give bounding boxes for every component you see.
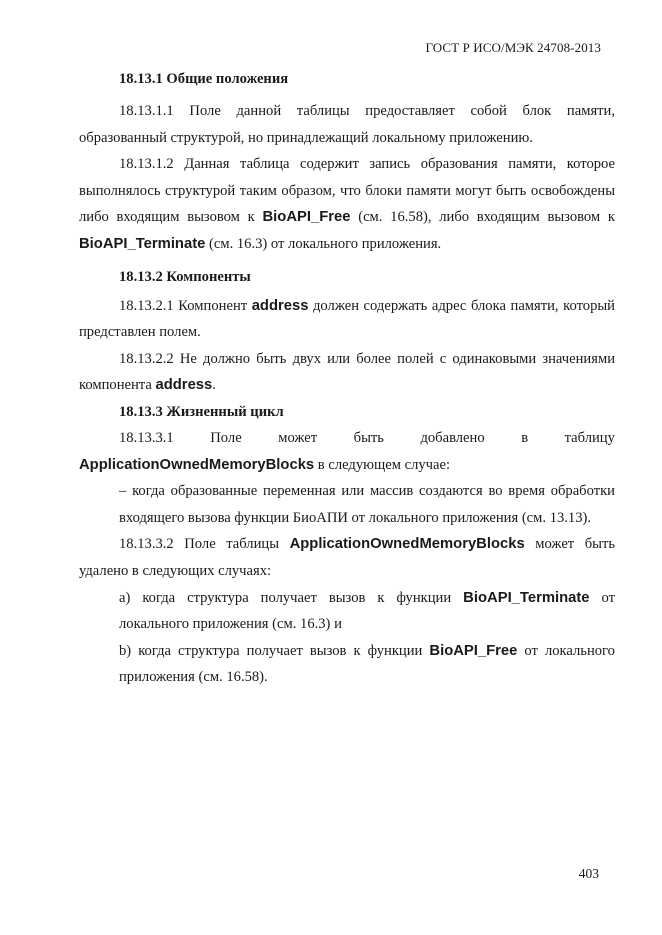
code-bioapi-terminate: BioAPI_Terminate (463, 589, 590, 606)
list-item-b: b) когда структура получает вызов к функции BioAPI_Free от локального приложения (см. 16.58). (119, 642, 615, 686)
code-address: address (155, 377, 213, 394)
paragraph-18-13-1-1: 18.13.1.1 Поле данной таблицы предоставляет собой блок памяти, образованный структурой, но принадлежащий локальному приложению. (79, 103, 615, 146)
paragraph-18-13-3-2: 18.13.3.2 Поле таблицы ApplicationOwnedMemoryBlocks может быть удалено в следующих случаях: (79, 536, 615, 579)
paragraph-18-13-2-2: 18.13.2.2 Не должно быть двух или более полей с одинаковыми значениями компонента address. (79, 350, 615, 394)
paragraph-18-13-2-1: 18.13.2.1 Компонент address должен содержать адрес блока памяти, который представлен полем. (79, 297, 615, 341)
page-number: 403 (578, 866, 599, 881)
paragraph-18-13-3-1-line1: 18.13.3.1 Поле может быть добавлено в таблицу (119, 429, 615, 446)
section-heading-18-13-2: 18.13.2 Компоненты (119, 268, 251, 285)
code-application-owned-memory-blocks: ApplicationOwnedMemoryBlocks (79, 456, 315, 473)
section-heading-18-13-3: 18.13.3 Жизненный цикл (119, 403, 284, 420)
list-item-dash: – когда образованные переменная или массив создаются во время обработки входящего вызова функции БиоАПИ от локального приложения (см. 13.13). (119, 483, 615, 526)
list-item-a: а) когда структура получает вызов к функции BioAPI_Terminate от локального приложения (см. 16.3) и (119, 589, 615, 633)
paragraph-18-13-1-2: 18.13.1.2 Данная таблица содержит запись образования памяти, которое выполнялось структурой таким образом, что блоки памяти могут быть освобождены либо входящим вызовом к BioAPI_Free (см. 16.58), либо входящим вызовом к BioAPI_Terminate (см. 16.3) от локального приложения. (79, 156, 615, 252)
code-application-owned-memory-blocks: ApplicationOwnedMemoryBlocks (289, 536, 525, 553)
code-address: address (251, 297, 309, 314)
document-body (79, 66, 615, 691)
code-bioapi-free: BioAPI_Free (262, 209, 351, 226)
code-bioapi-free: BioAPI_Free (429, 642, 518, 659)
section-heading-18-13-1: 18.13.1 Общие положения (119, 71, 289, 87)
paragraph-18-13-3-1-line2: ApplicationOwnedMemoryBlocks в следующем случае: (79, 456, 451, 473)
code-bioapi-terminate: BioAPI_Terminate (79, 235, 206, 252)
document-header: ГОСТ Р ИСО/МЭК 24708-2013 (425, 40, 601, 55)
